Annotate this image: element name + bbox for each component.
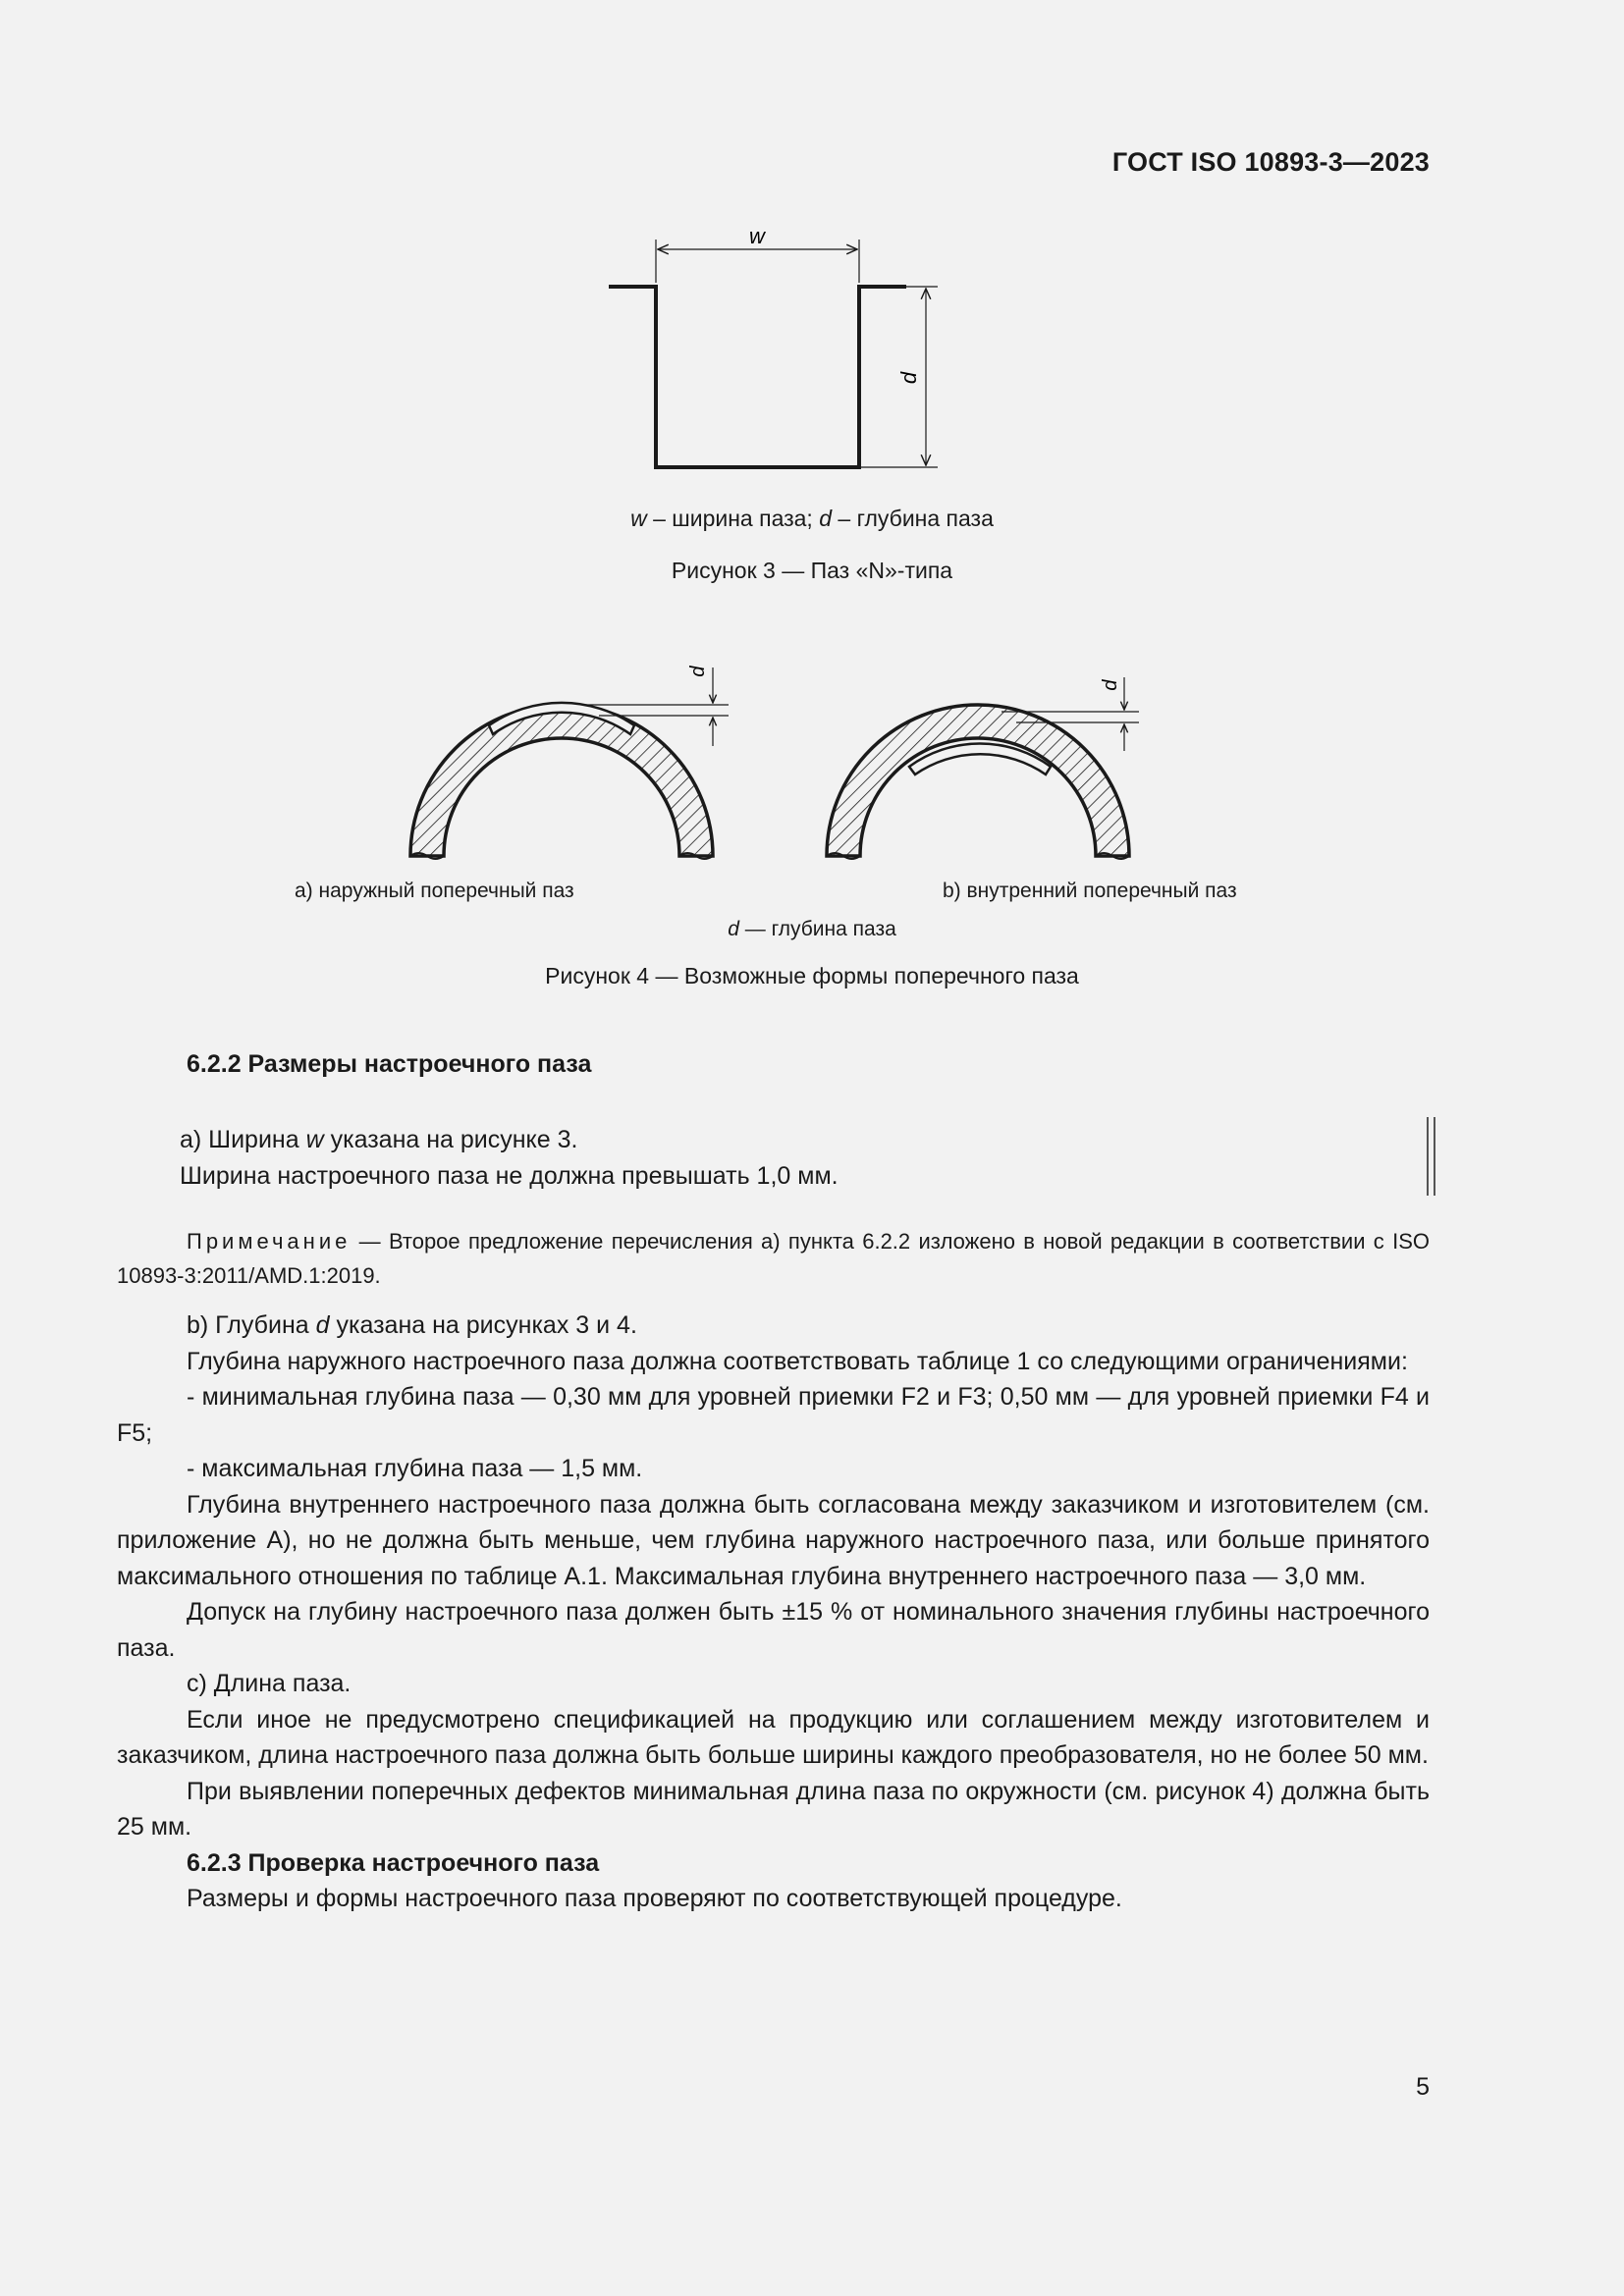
item-a-post: указана на рисунке 3. xyxy=(323,1126,578,1153)
item-a-line2: Ширина настроечного паза не должна превышать 1,0 мм. xyxy=(180,1161,839,1190)
item-b-var-d: d xyxy=(315,1311,330,1339)
figure-4b-label-d: d xyxy=(1100,679,1121,691)
figure-3-label-w: w xyxy=(749,224,765,248)
item-b-list-item-2: - максимальная глубина паза — 1,5 мм. xyxy=(187,1455,643,1482)
figure-4-transverse-notch-diagram xyxy=(373,648,1198,883)
note-label: Примечание xyxy=(187,1229,352,1254)
item-a-pre: a) Ширина xyxy=(180,1126,306,1153)
item-b-intro xyxy=(117,1308,1430,1344)
item-b-pre: b) Глубина xyxy=(187,1311,316,1339)
item-b-post: указана на рисунках 3 и 4. xyxy=(329,1311,637,1339)
figure-3-label-d: d xyxy=(896,371,921,385)
figure-4-subcaption-b: b) внутренний поперечный паз xyxy=(943,880,1237,902)
figure-4b-inner-notch xyxy=(827,677,1139,859)
legend-w-text: – ширина паза; xyxy=(646,506,820,531)
item-c-paragraph-2: При выявлении поперечных дефектов минимальная длина паза по окружности (см. рисунок 4) должна быть 25 мм. xyxy=(117,1777,1430,1841)
item-b-list-item-1: - минимальная глубина паза — 0,30 мм для уровней приемки F2 и F3; 0,50 мм — для уровней приемки F4 и F5; xyxy=(117,1383,1430,1447)
legend-var-w: w xyxy=(630,506,647,531)
note-block xyxy=(117,1224,1430,1293)
figure-4-legend-var-d: d xyxy=(728,918,739,940)
item-a-var-w: w xyxy=(305,1126,324,1153)
note-text: — Второе предложение перечисления а) пункта 6.2.2 изложено в новой редакции в соответствии с ISO 10893-3:2011/AMD.1:2019. xyxy=(117,1229,1430,1288)
figure-4a-outer-notch xyxy=(410,666,729,859)
page-number: 5 xyxy=(1416,2073,1430,2101)
figure-3-caption: Рисунок 3 — Паз «N»-типа xyxy=(671,558,953,583)
figure-4-caption: Рисунок 4 — Возможные формы поперечного паза xyxy=(545,963,1079,988)
item-a-line1 xyxy=(117,1122,1430,1158)
item-b-paragraph-3: Допуск на глубину настроечного паза должен быть ±15 % от номинального значения глубины настроечного паза. xyxy=(117,1598,1430,1662)
figure-3-legend xyxy=(0,506,1624,532)
change-bar-marker xyxy=(1427,1117,1435,1196)
item-c-title: c) Длина паза. xyxy=(187,1670,352,1697)
item-b-paragraph-2: Глубина внутреннего настроечного паза должна быть согласована между заказчиком и изготовителем (см. приложение А), но не должна быть меньше, чем глубина наружного настроечного паза, или больше принятого максимального отношения по таблице А.1. Максимальная глубина внутреннего настроечного паза — 3,0 мм. xyxy=(117,1490,1430,1590)
section-6-2-2-heading: 6.2.2 Размеры настроечного паза xyxy=(187,1050,592,1078)
document-header: ГОСТ ISO 10893-3—2023 xyxy=(1111,147,1430,177)
section-6-2-2-body xyxy=(117,1308,1430,1917)
figure-4-legend xyxy=(0,918,1624,941)
figure-3-notch-diagram xyxy=(589,216,962,481)
section-6-2-3-text: Размеры и формы настроечного паза проверяют по соответствующей процедуре. xyxy=(187,1885,1122,1912)
figure-4-legend-text: — глубина паза xyxy=(738,918,896,940)
figure-4a-label-d: d xyxy=(687,666,709,677)
legend-d-text: – глубина паза xyxy=(832,506,994,531)
item-c-paragraph-1: Если иное не предусмотрено спецификацией на продукцию или соглашением между изготовителем и заказчиком, длина настроечного паза должна быть больше ширины каждого преобразователя, но не более 50 мм. xyxy=(117,1705,1430,1769)
section-6-2-3-heading: 6.2.3 Проверка настроечного паза xyxy=(187,1848,600,1877)
legend-var-d: d xyxy=(819,506,833,531)
figure-4-subcaption-a: a) наружный поперечный паз xyxy=(295,880,574,902)
item-b-paragraph-1: Глубина наружного настроечного паза должна соответствовать таблице 1 со следующими ограничениями: xyxy=(187,1347,1408,1375)
